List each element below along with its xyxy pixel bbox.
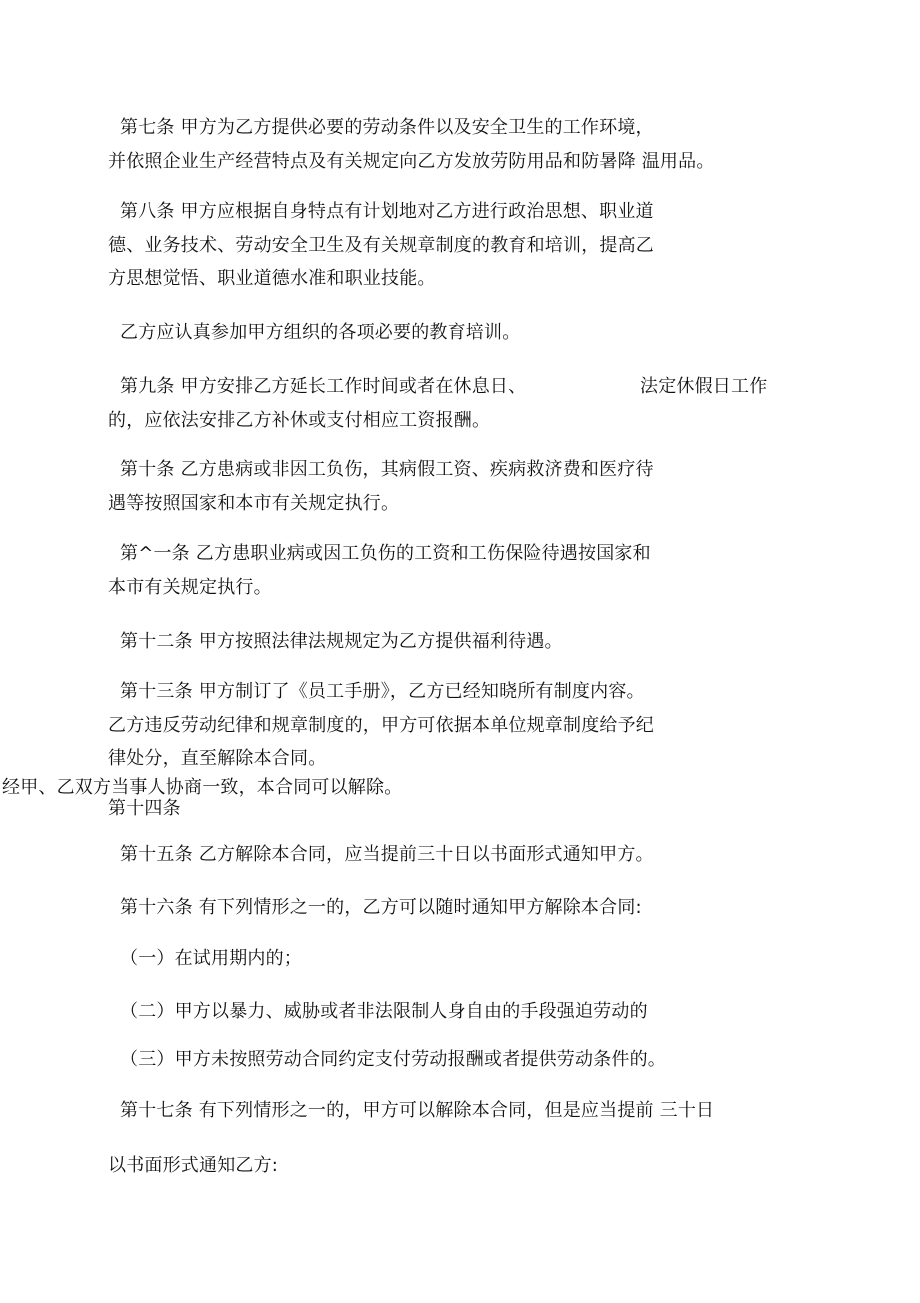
article-16-item-1: （一）在试用期内的； (120, 948, 302, 969)
article-10-line-1: 第十条 乙方患病或非因工负伤，其病假工资、疾病救济费和医疗待 (120, 459, 654, 480)
article-14-body: 经甲、乙双方当事人协商一致，本合同可以解除。 (2, 777, 403, 798)
article-9-line-1a: 第九条 甲方安排乙方延长工作时间或者在休息日、 (120, 376, 527, 397)
article-10-line-2: 遇等按照国家和本市有关规定执行。 (108, 493, 400, 514)
article-13-line-1: 第十三条 甲方制订了《员工手册》，乙方已经知晓所有制度内容。 (120, 681, 645, 702)
article-13-line-2: 乙方违反劳动纪律和规章制度的，甲方可依据本单位规章制度给予纪 (108, 715, 654, 736)
article-7-line-2: 并依照企业生产经营特点及有关规定向乙方发放劳防用品和防暑降 温用品。 (108, 151, 715, 172)
article-11-line-1: 第^一条 乙方患职业病或因工负伤的工资和工伤保险待遇按国家和 (120, 543, 651, 564)
article-9-line-1b: 法定休假日工作 (640, 376, 768, 397)
article-8-line-4: 乙方应认真参加甲方组织的各项必要的教育培训。 (120, 322, 521, 343)
article-8-line-2: 德、业务技术、劳动安全卫生及有关规章制度的教育和培训，提高乙 (108, 235, 654, 256)
article-17-line-2: 以书面形式通知乙方: (108, 1155, 279, 1176)
article-9-line-2: 的，应依法安排乙方补休或支付相应工资报酬。 (108, 410, 491, 431)
article-16-item-2: （二）甲方以暴力、威胁或者非法限制人身自由的手段强迫劳动的 (120, 1001, 648, 1022)
article-8-line-3: 方思想觉悟、职业道德水准和职业技能。 (108, 268, 436, 289)
article-16-item-3: （三）甲方未按照劳动合同约定支付劳动报酬或者提供劳动条件的。 (120, 1049, 666, 1070)
article-11-line-2: 本市有关规定执行。 (108, 577, 272, 598)
article-8-line-1: 第八条 甲方应根据自身特点有计划地对乙方进行政治思想、职业道 (120, 201, 654, 222)
article-14-label: 第十四条 (108, 798, 181, 819)
article-15-line-1: 第十五条 乙方解除本合同，应当提前三十日以书面形式通知甲方。 (120, 844, 654, 865)
article-13-line-3: 律处分，直至解除本合同。 (108, 748, 327, 769)
article-17-line-1: 第十七条 有下列情形之一的，甲方可以解除本合同，但是应当提前 三十日 (120, 1100, 715, 1121)
article-7-line-1: 第七条 甲方为乙方提供必要的劳动条件以及安全卫生的工作环境， (120, 117, 654, 138)
article-12-line-1: 第十二条 甲方按照法律法规规定为乙方提供福利待遇。 (120, 631, 563, 652)
article-16-line-1: 第十六条 有下列情形之一的，乙方可以随时通知甲方解除本合同: (120, 897, 642, 918)
